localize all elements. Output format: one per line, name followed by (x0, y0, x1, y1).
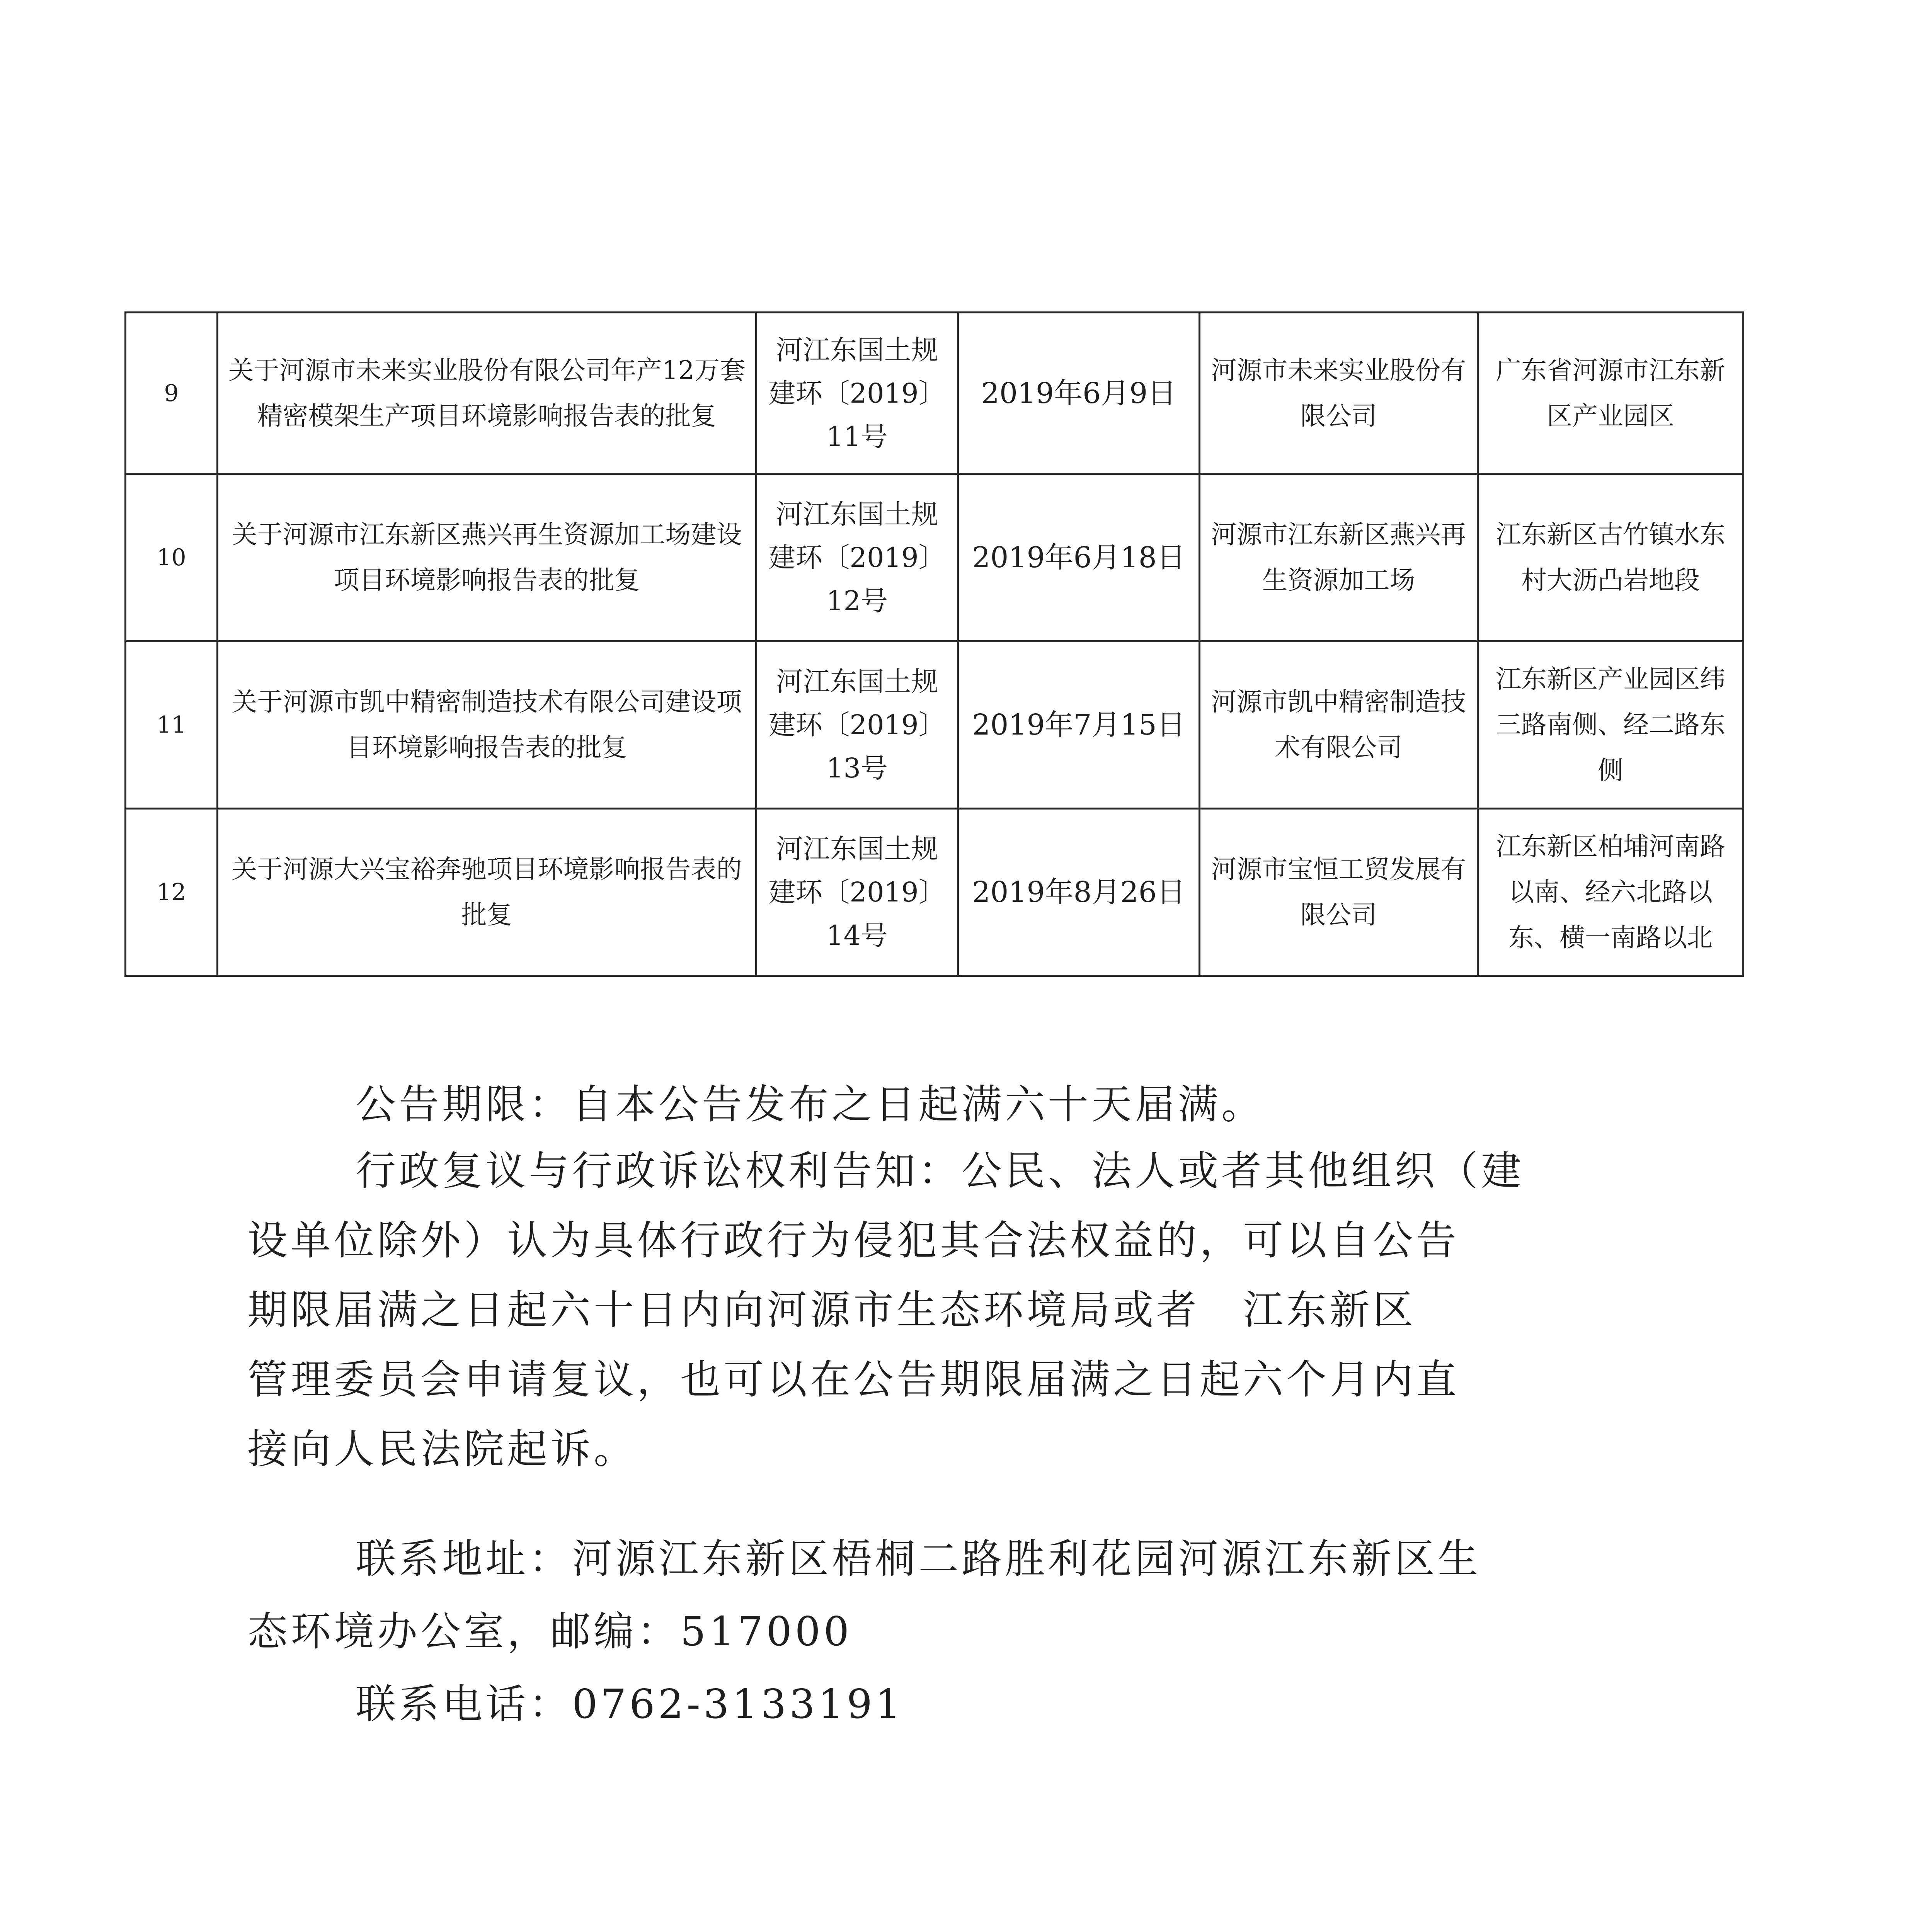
contact-address-line: 联系地址：河源江东新区梧桐二路胜利花园河源江东新区生 (356, 1535, 1481, 1582)
row-number: 10 (126, 474, 218, 641)
approval-date: 2019年6月18日 (958, 474, 1200, 641)
approvals-table (124, 311, 1744, 977)
table-row (126, 313, 1743, 474)
contact-address-line: 态环境办公室，邮编：517000 (247, 1608, 853, 1655)
approval-title: 关于河源市凯中精密制造技术有限公司建设项目环境影响报告表的批复 (218, 641, 756, 809)
table-row (126, 641, 1743, 809)
project-location: 江东新区产业园区纬三路南侧、经二路东侧 (1478, 641, 1743, 809)
construction-unit: 河源市未来实业股份有限公司 (1200, 313, 1478, 474)
construction-unit: 河源市江东新区燕兴再生资源加工场 (1200, 474, 1478, 641)
project-location: 广东省河源市江东新区产业园区 (1478, 313, 1743, 474)
construction-unit: 河源市宝恒工贸发展有限公司 (1200, 809, 1478, 976)
notice-period: 公告期限：自本公告发布之日起满六十天届满。 (356, 1081, 1265, 1128)
document-number: 河江东国土规建环〔2019〕12号 (756, 474, 958, 641)
approval-date: 2019年6月9日 (958, 313, 1200, 474)
project-location: 江东新区柏埔河南路以南、经六北路以东、横一南路以北 (1478, 809, 1743, 976)
construction-unit: 河源市凯中精密制造技术有限公司 (1200, 641, 1478, 809)
review-rights-line: 管理委员会申请复议，也可以在公告期限届满之日起六个月内直 (247, 1356, 1460, 1403)
table-row (126, 809, 1743, 976)
review-rights-line: 接向人民法院起诉。 (247, 1425, 637, 1473)
contact-phone: 联系电话：0762-3133191 (356, 1680, 904, 1728)
approval-date: 2019年8月26日 (958, 809, 1200, 976)
row-number: 11 (126, 641, 218, 809)
review-rights-line: 设单位除外）认为具体行政行为侵犯其合法权益的，可以自公告 (247, 1217, 1460, 1264)
review-rights-line: 期限届满之日起六十日内向河源市生态环境局或者 江东新区 (247, 1286, 1416, 1333)
project-location: 江东新区古竹镇水东村大沥凸岩地段 (1478, 474, 1743, 641)
review-rights-line: 行政复议与行政诉讼权利告知：公民、法人或者其他组织（建 (356, 1147, 1525, 1194)
document-number: 河江东国土规建环〔2019〕14号 (756, 809, 958, 976)
approval-title: 关于河源市未来实业股份有限公司年产12万套精密模架生产项目环境影响报告表的批复 (218, 313, 756, 474)
approval-title: 关于河源大兴宝裕奔驰项目环境影响报告表的批复 (218, 809, 756, 976)
document-number: 河江东国土规建环〔2019〕11号 (756, 313, 958, 474)
row-number: 12 (126, 809, 218, 976)
document-number: 河江东国土规建环〔2019〕13号 (756, 641, 958, 809)
table-row (126, 474, 1743, 641)
approval-title: 关于河源市江东新区燕兴再生资源加工场建设项目环境影响报告表的批复 (218, 474, 756, 641)
row-number: 9 (126, 313, 218, 474)
approval-date: 2019年7月15日 (958, 641, 1200, 809)
